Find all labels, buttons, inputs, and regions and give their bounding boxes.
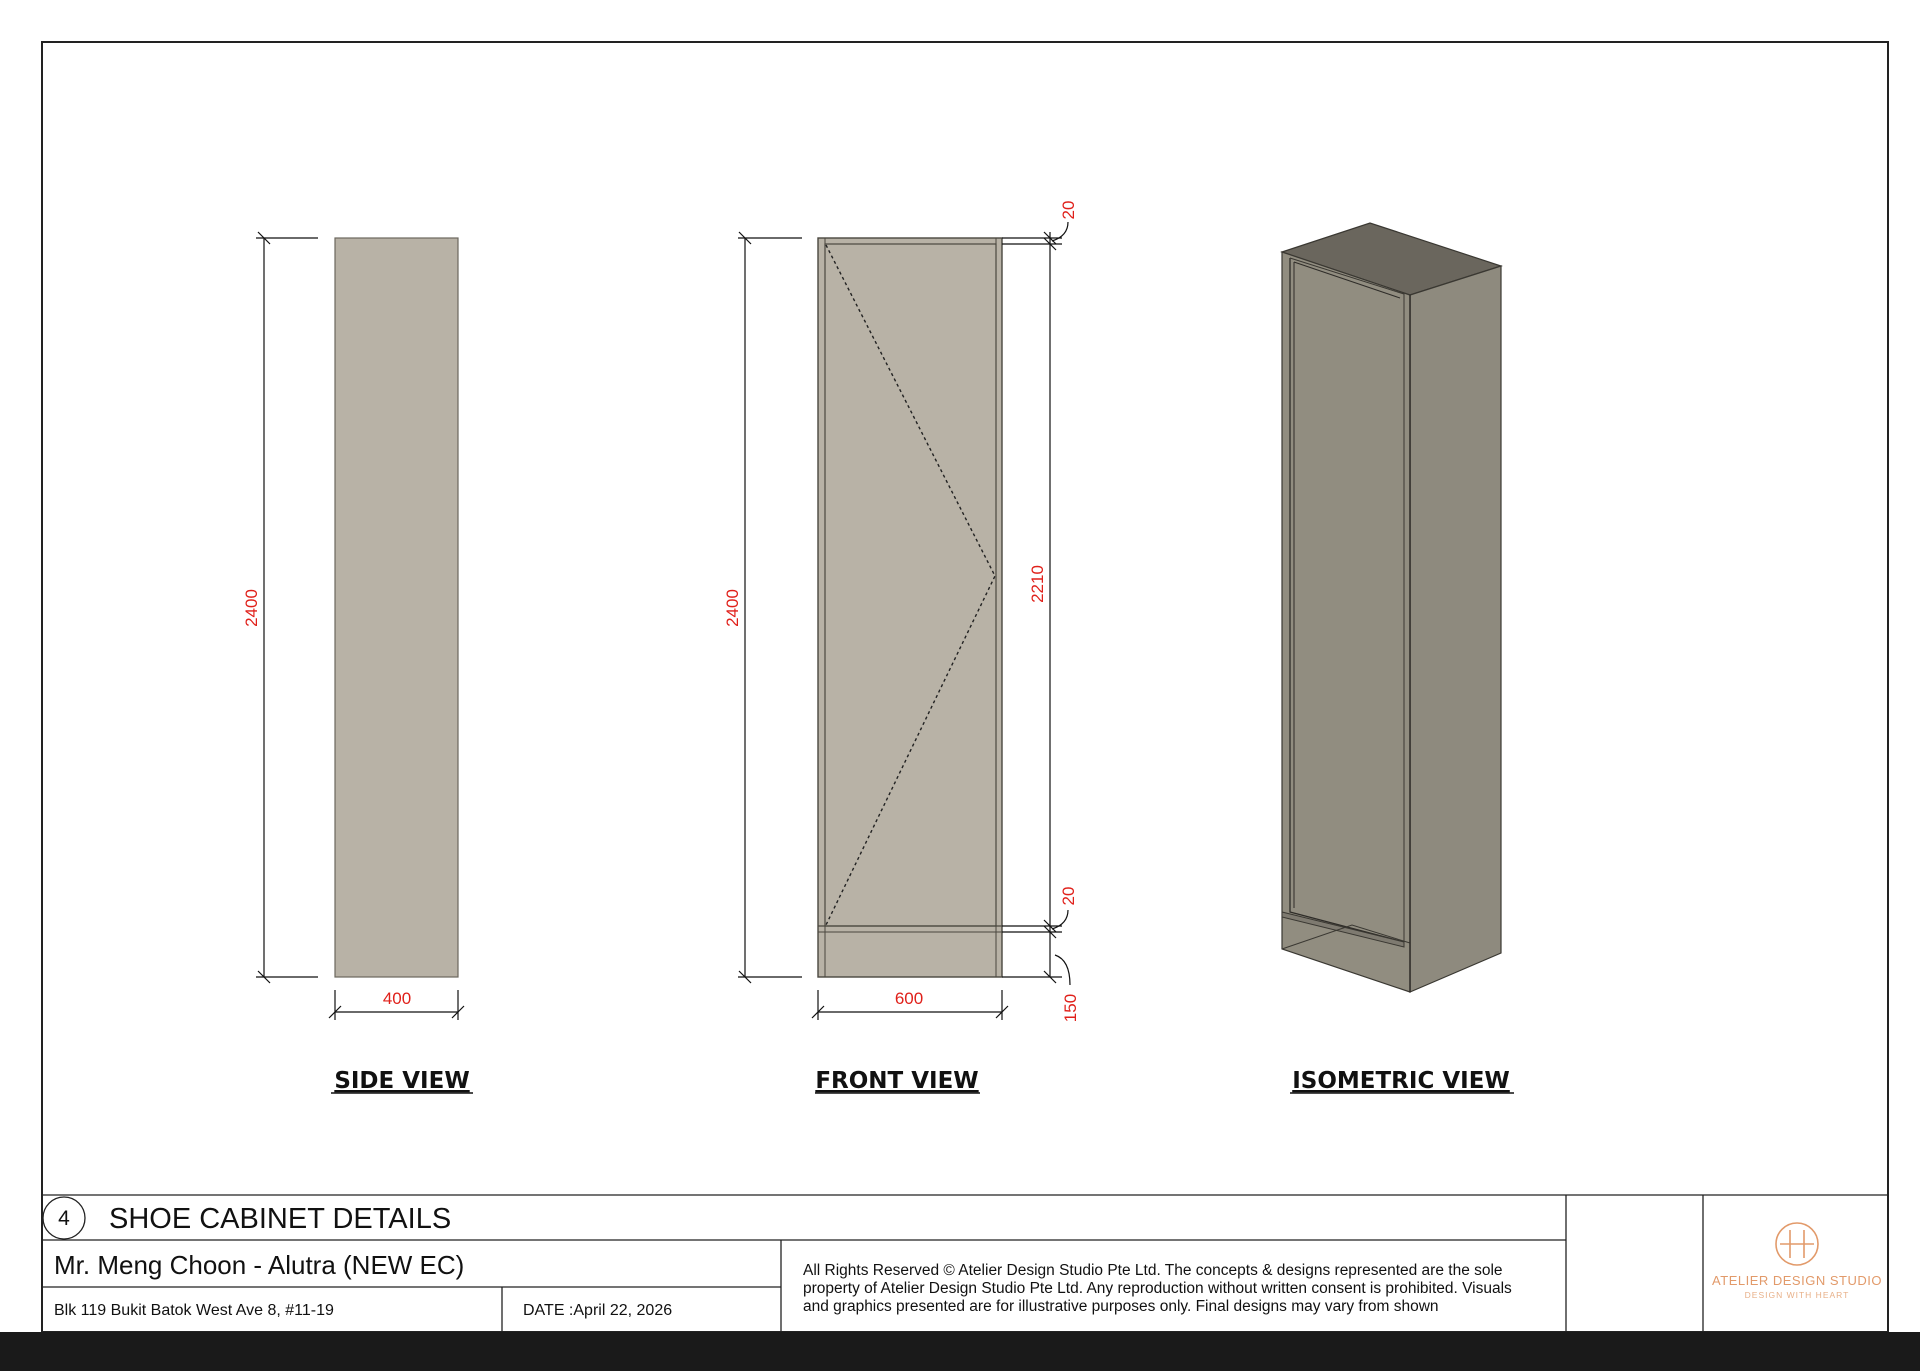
studio-tagline: DESIGN WITH HEART (1744, 1290, 1850, 1300)
side-view (242, 232, 473, 1094)
side-height-label: 2400 (242, 589, 261, 627)
front-bottom-gap-label: 20 (1059, 886, 1078, 906)
front-height-dimension (738, 232, 802, 983)
site-address: Blk 119 Bukit Batok West Ave 8, #11-19 (54, 1302, 334, 1319)
drawing-date: DATE :April 22, 2026 (523, 1302, 673, 1319)
front-door-height-label: 2210 (1028, 565, 1047, 603)
legal-line-2: property of Atelier Design Studio Pte Ltd. Any reproduction without written consent is prohibited. Visuals (803, 1280, 1512, 1297)
sheet-number: 4 (58, 1207, 70, 1230)
front-plinth-label: 150 (1061, 993, 1080, 1023)
side-panel (335, 238, 458, 977)
bottom-bar (0, 1332, 1920, 1371)
side-width-label: 400 (382, 989, 412, 1008)
front-door (825, 244, 996, 926)
studio-logo (1712, 1223, 1882, 1300)
iso-front-face (1282, 252, 1410, 992)
front-width-label: 600 (894, 989, 924, 1008)
side-height-dimension (256, 232, 318, 983)
front-view (723, 201, 1080, 1094)
client-name: Mr. Meng Choon - Alutra (NEW EC) (54, 1250, 465, 1280)
side-view-label: SIDE VIEW (334, 1068, 470, 1094)
legal-line-1: All Rights Reserved © Atelier Design Studio Pte Ltd. The concepts & designs represented are the sole (803, 1262, 1503, 1279)
front-height-label: 2400 (723, 589, 742, 627)
legal-line-3: and graphics presented are for illustrative purposes only. Final designs may vary from shown (803, 1298, 1439, 1315)
studio-name: ATELIER DESIGN STUDIO (1712, 1273, 1882, 1288)
isometric-view-label: ISOMETRIC VIEW (1292, 1068, 1510, 1094)
isometric-view (1282, 223, 1514, 1094)
front-top-gap-label: 20 (1059, 200, 1078, 220)
studio-logo-mark-icon (1776, 1223, 1818, 1265)
sheet-title: SHOE CABINET DETAILS (109, 1203, 452, 1235)
iso-side-panel (1410, 266, 1501, 992)
front-view-label: FRONT VIEW (815, 1068, 979, 1094)
